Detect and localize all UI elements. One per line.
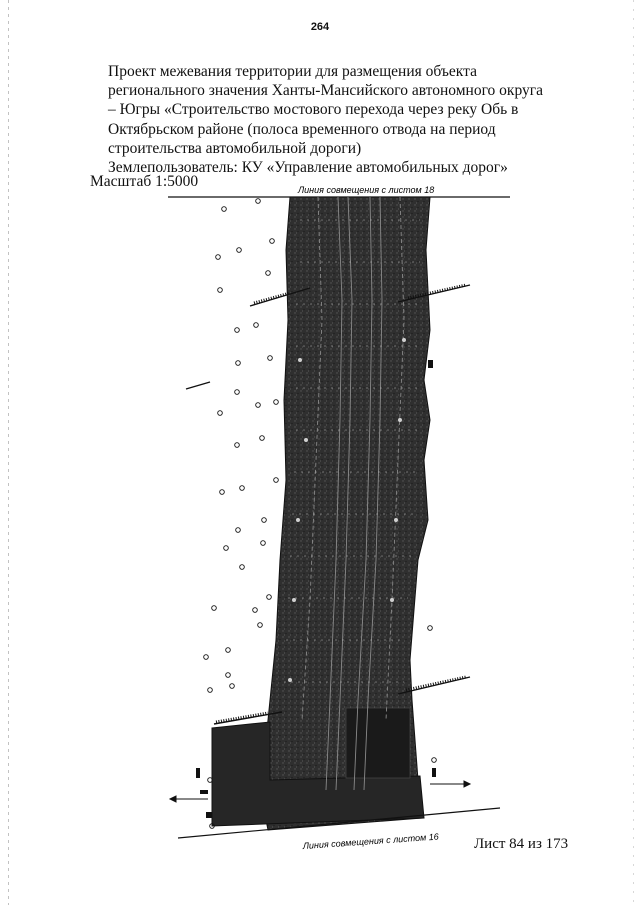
title-line-5: строительства автомобильной дороги) (108, 139, 362, 157)
title-line-2: регионального значения Ханты-Мансийского автономного округа (108, 82, 543, 100)
bottom-match-line-label: Линия совмещения с листом 16 (302, 831, 440, 851)
title-line-6: Землепользователь: КУ «Управление автомобильных дорог» (108, 159, 508, 177)
page-number: 264 (310, 21, 330, 33)
top-match-line-label: Линия совмещения с листом 18 (298, 185, 435, 195)
title-line-4: Октябрьском районе (полоса временного отвода на период (108, 120, 496, 138)
title-line-3: – Югры «Строительство мостового перехода через реку Обь в (108, 101, 519, 119)
sheet-number: Лист 84 из 173 (474, 836, 569, 852)
marker-square (428, 360, 433, 368)
structure-block (346, 708, 410, 778)
map-scale: Масштаб 1:5000 (90, 173, 199, 190)
title-line-1: Проект межевания территории для размещения объекта (108, 63, 477, 80)
